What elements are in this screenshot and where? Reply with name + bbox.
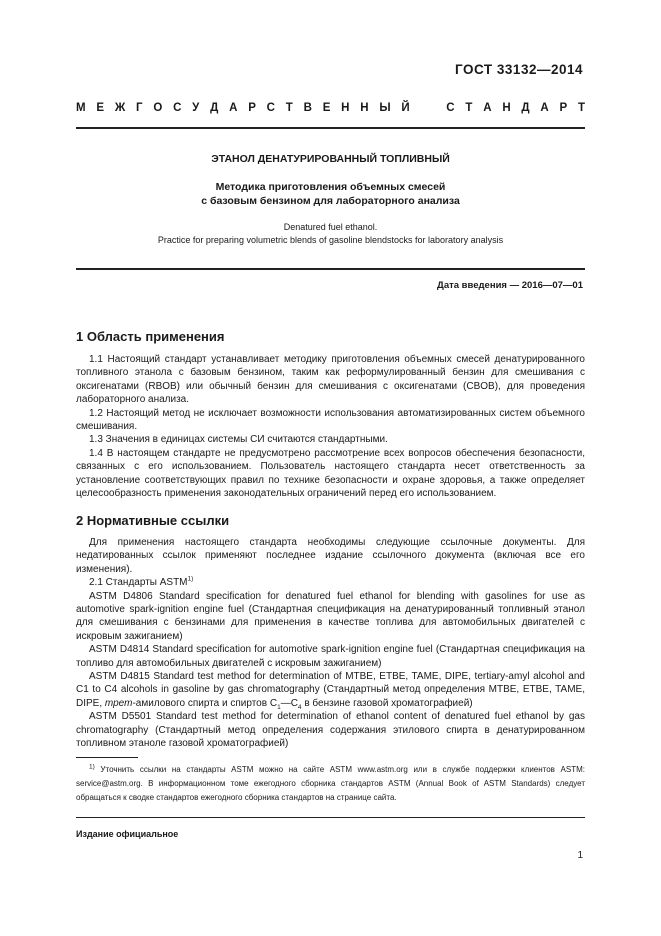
date-of-introduction: Дата введения — 2016—07—01 bbox=[437, 280, 583, 291]
ref3-part1: ASTM D4815 Standard test method for determination of MTBE, ETBE, TAME, DIPE, tertiary-amyl alcohol and C1 to C4 alcohols in gasoline by gas chromatography (Стандартный метод определения MTBE, ETBE, TAME, DIPE, bbox=[76, 671, 585, 709]
section-2-intro: Для применения настоящего стандарта необходимы следующие ссылочные документы. Для недатированных ссылок применяют последнее издание ссылочного документа (включая все его изменения). bbox=[76, 537, 585, 575]
middle-rule bbox=[76, 268, 585, 270]
reference-astm-d5501: ASTM D5501 Standard test method for determination of ethanol content of denatured fuel ethanol by gas chromatography (Стандартный метод определения содержания этилового спирта в денатурированном топливном этаноле газовой хроматографией) bbox=[76, 711, 585, 750]
page-number: 1 bbox=[577, 850, 583, 861]
ref3-dash: —С bbox=[280, 697, 298, 709]
ref3-italic: трет bbox=[104, 697, 133, 709]
section-2-body bbox=[76, 536, 585, 751]
bottom-rule bbox=[76, 817, 585, 818]
gost-number: ГОСТ 33132—2014 bbox=[455, 62, 583, 77]
reference-astm-d4814: ASTM D4814 Standard specification for automotive spark-ignition engine fuel (Стандартная спецификация на топливо для автомобильных двигателей с искровым зажиганием) bbox=[76, 644, 585, 669]
standard-type-word1: М Е Ж Г О С У Д А Р С Т В Е Н Н Ы Й bbox=[76, 102, 410, 114]
footnote bbox=[76, 763, 585, 805]
edition-note: Издание официальное bbox=[76, 829, 179, 839]
section-2-heading: 2 Нормативные ссылки bbox=[76, 513, 230, 528]
ref3-sub2: 4 bbox=[297, 703, 302, 711]
paragraph-1-1: 1.1 Настоящий стандарт устанавливает методику приготовления объемных смесей денатурированного топливного этанола с базовым бензином, таким как реформулированный бензин для смешивания с оксигенатами (RBOB) или обычный бензин для смешивания с оксигенатами (CBOB), для проведения лабораторного анализа. bbox=[76, 354, 585, 406]
paragraph-1-4: 1.4 В настоящем стандарте не предусмотрено рассмотрение всех вопросов обеспечения безопасности, связанных с его использованием. Пользователь настоящего стандарта несет ответственность за установление соответствующих правил по технике безопасности и охране здоровья, а также определяет целесообразность применения законодательных ограничений перед его использованием. bbox=[76, 447, 585, 500]
paragraph-1-2: 1.2 Настоящий метод не исключает возможности использования автоматизированных систем объемного смешивания. bbox=[76, 407, 585, 433]
document-subtitle bbox=[76, 180, 585, 208]
footnote-text: Уточнить ссылки на стандарты ASTM можно на сайте ASTM www.astm.org или в службе поддержки клиентов ASTM: service@astm.org. В информационном томе ежегодного сборника стандартов ASTM (Annual Book of ASTM Standards) следует обращаться к сводке стандартов ежегодного сборника стандартов на странице сайта. bbox=[76, 765, 585, 802]
ref3-part2: -амилового спирта и спиртов С bbox=[132, 697, 278, 709]
english-title bbox=[76, 221, 585, 247]
ref3-sub1: 1 bbox=[277, 703, 281, 711]
section-1-body bbox=[76, 353, 585, 500]
document-title: ЭТАНОЛ ДЕНАТУРИРОВАННЫЙ ТОПЛИВНЫЙ bbox=[211, 153, 450, 165]
english-title-line-1: Denatured fuel ethanol. bbox=[283, 222, 378, 232]
english-title-line-2: Practice for preparing volumetric blends of gasoline blendstocks for laboratory analysis bbox=[157, 235, 504, 245]
section-1-heading: 1 Область применения bbox=[76, 329, 225, 344]
top-rule bbox=[76, 127, 585, 129]
footnote-rule bbox=[76, 757, 138, 758]
reference-astm-d4815 bbox=[76, 670, 585, 710]
standard-type-heading bbox=[76, 102, 585, 114]
subtitle-line-1: Методика приготовления объемных смесей bbox=[215, 181, 446, 193]
ref3-part3: в бензине газовой хроматографией) bbox=[301, 697, 473, 709]
subsection-2-1-text: 2.1 Стандарты ASTM bbox=[89, 577, 188, 589]
footnote-mark: 1) bbox=[89, 763, 95, 771]
subsection-2-1-heading bbox=[76, 576, 585, 589]
reference-astm-d4806: ASTM D4806 Standard specification for denatured fuel ethanol for blending with gasolines for use as automotive spark-ignition engine fuel (Стандартная спецификация на денатурированный топливный этанол для смешивания с бензинами для применения в качестве топлива для автомобильных двигателей с искровым зажиганием) bbox=[76, 590, 585, 642]
footnote-ref-mark: 1) bbox=[187, 575, 194, 583]
subtitle-line-2: с базовым бензином для лабораторного анализа bbox=[201, 195, 460, 207]
paragraph-1-3: 1.3 Значения в единицах системы СИ считаются стандартными. bbox=[89, 434, 388, 446]
standard-type-word2: С Т А Н Д А Р Т bbox=[446, 102, 585, 114]
